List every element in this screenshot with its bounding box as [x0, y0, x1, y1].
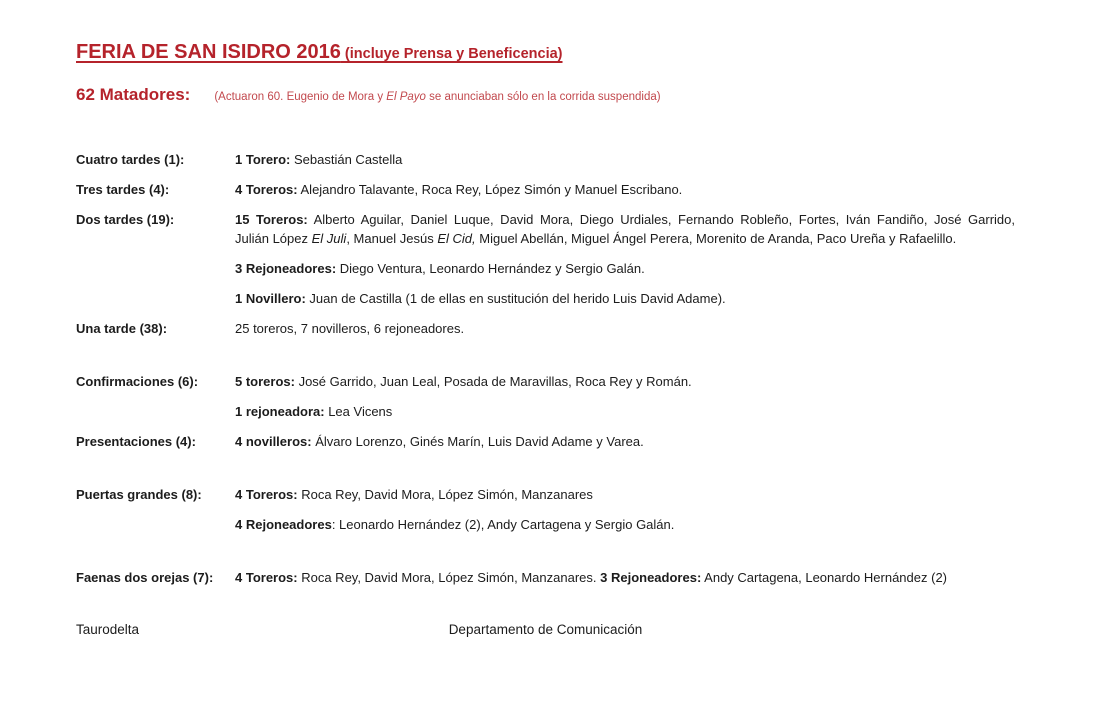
row-content [235, 259, 1015, 278]
row-content [235, 515, 1015, 534]
row-content [235, 432, 1015, 451]
text-line [235, 515, 1015, 534]
text-segment: 4 Toreros: [235, 570, 298, 585]
table-row [76, 485, 1015, 504]
table-row [76, 319, 1015, 338]
text-segment: , Manuel Jesús [346, 231, 438, 246]
text-segment: Roca Rey, David Mora, López Simón, Manzanares. [297, 570, 601, 585]
row-label: Cuatro tardes (1): [76, 152, 185, 167]
text-segment: 4 Toreros: [235, 182, 298, 197]
note-emphasis: El Payo [386, 91, 426, 103]
footer-organization: Taurodelta [76, 622, 140, 637]
text-segment: Juan de Castilla (1 de ellas en sustitución del herido Luis David Adame). [305, 291, 726, 306]
table-row [76, 515, 1015, 534]
row-label: Dos tardes (19): [76, 212, 175, 227]
text-segment: 1 rejoneadora: [235, 404, 325, 419]
text-segment: Álvaro Lorenzo, Ginés Marín, Luis David Adame y Varea. [311, 434, 644, 449]
matadores-headline [76, 85, 1015, 105]
table-row [76, 150, 1015, 169]
matadores-note [214, 91, 660, 103]
text-segment: 15 Toreros: [235, 212, 308, 227]
text-segment: 4 Toreros: [235, 487, 298, 502]
page-title-suffix: (incluye Prensa y Beneficencia) [340, 46, 563, 62]
row-label: Confirmaciones (6): [76, 374, 199, 389]
text-line [235, 402, 1015, 421]
text-segment: Julián López [235, 231, 312, 246]
text-segment: 3 Rejoneadores: [600, 570, 702, 585]
row-content [235, 568, 1015, 587]
text-line [235, 210, 1015, 229]
table-row [76, 289, 1015, 308]
text-line [235, 432, 1015, 451]
row-label: Faenas dos orejas (7): [76, 570, 214, 585]
row-content [235, 372, 1015, 391]
table-row [76, 372, 1015, 391]
text-segment: 5 toreros: [235, 374, 295, 389]
table-row [76, 402, 1015, 421]
row-content [235, 402, 1015, 421]
text-line [235, 319, 1015, 338]
row-content [235, 319, 1015, 338]
page-title-main: FERIA DE SAN ISIDRO 2016 [76, 41, 341, 63]
text-line [235, 180, 1015, 199]
page-footer [76, 620, 1015, 639]
note-text: (Actuaron 60. Eugenio de Mora y [214, 91, 387, 103]
text-segment: Lea Vicens [324, 404, 393, 419]
text-segment: José Garrido, Juan Leal, Posada de Maravillas, Roca Rey y Román. [294, 374, 692, 389]
row-content [235, 180, 1015, 199]
row-label [76, 259, 235, 278]
text-line [235, 229, 1015, 248]
text-segment: Andy Cartagena, Leonardo Hernández (2) [701, 570, 947, 585]
text-segment: 25 toreros, 7 novilleros, 6 rejoneadores. [235, 321, 465, 336]
text-line [235, 568, 1015, 587]
text-segment: Diego Ventura, Leonardo Hernández y Sergio Galán. [336, 261, 645, 276]
text-segment: Roca Rey, David Mora, López Simón, Manzanares [297, 487, 593, 502]
row-label: Tres tardes (4): [76, 182, 170, 197]
row-label: Presentaciones (4): [76, 434, 196, 449]
row-label: Una tarde (38): [76, 321, 168, 336]
text-segment: 1 Torero: [235, 152, 291, 167]
text-line [235, 150, 1015, 169]
text-line [235, 372, 1015, 391]
text-segment: Alberto Aguilar, Daniel Luque, David Mora, Diego Urdiales, Fernando Robleño, Fortes, Iván Fandiño, José Garrido, [307, 212, 1015, 227]
text-segment: Miguel Abellán, Miguel Ángel Perera, Morenito de Aranda, Paco Ureña y Rafaelillo. [475, 231, 957, 246]
page-title [76, 34, 1015, 67]
text-segment: 4 novilleros: [235, 434, 312, 449]
note-text: se anunciaban sólo en la corrida suspendida) [425, 91, 661, 103]
text-segment: : Leonardo Hernández (2), Andy Cartagena y Sergio Galán. [331, 517, 675, 532]
table-row [76, 210, 1015, 248]
row-label [76, 289, 235, 308]
text-line [235, 485, 1015, 504]
sections [76, 150, 1015, 587]
footer-department: Departamento de Comunicación [448, 622, 643, 637]
text-segment: Alejandro Talavante, Roca Rey, López Simón y Manuel Escribano. [297, 182, 683, 197]
text-segment: 3 Rejoneadores: [235, 261, 337, 276]
text-segment: El Cid, [437, 231, 476, 246]
row-content [235, 210, 1015, 248]
table-row [76, 432, 1015, 451]
matadores-count-label: 62 Matadores: [76, 85, 191, 104]
row-label [76, 515, 235, 534]
table-row [76, 568, 1015, 587]
text-segment: El Juli [311, 231, 347, 246]
row-content [235, 289, 1015, 308]
text-segment: Sebastián Castella [290, 152, 403, 167]
row-content [235, 150, 1015, 169]
row-label: Puertas grandes (8): [76, 487, 202, 502]
row-content [235, 485, 1015, 504]
table-row [76, 259, 1015, 278]
table-row [76, 180, 1015, 199]
row-label [76, 402, 235, 421]
text-line [235, 289, 1015, 308]
text-segment: 1 Novillero: [235, 291, 306, 306]
text-line [235, 259, 1015, 278]
text-segment: 4 Rejoneadores [235, 517, 332, 532]
